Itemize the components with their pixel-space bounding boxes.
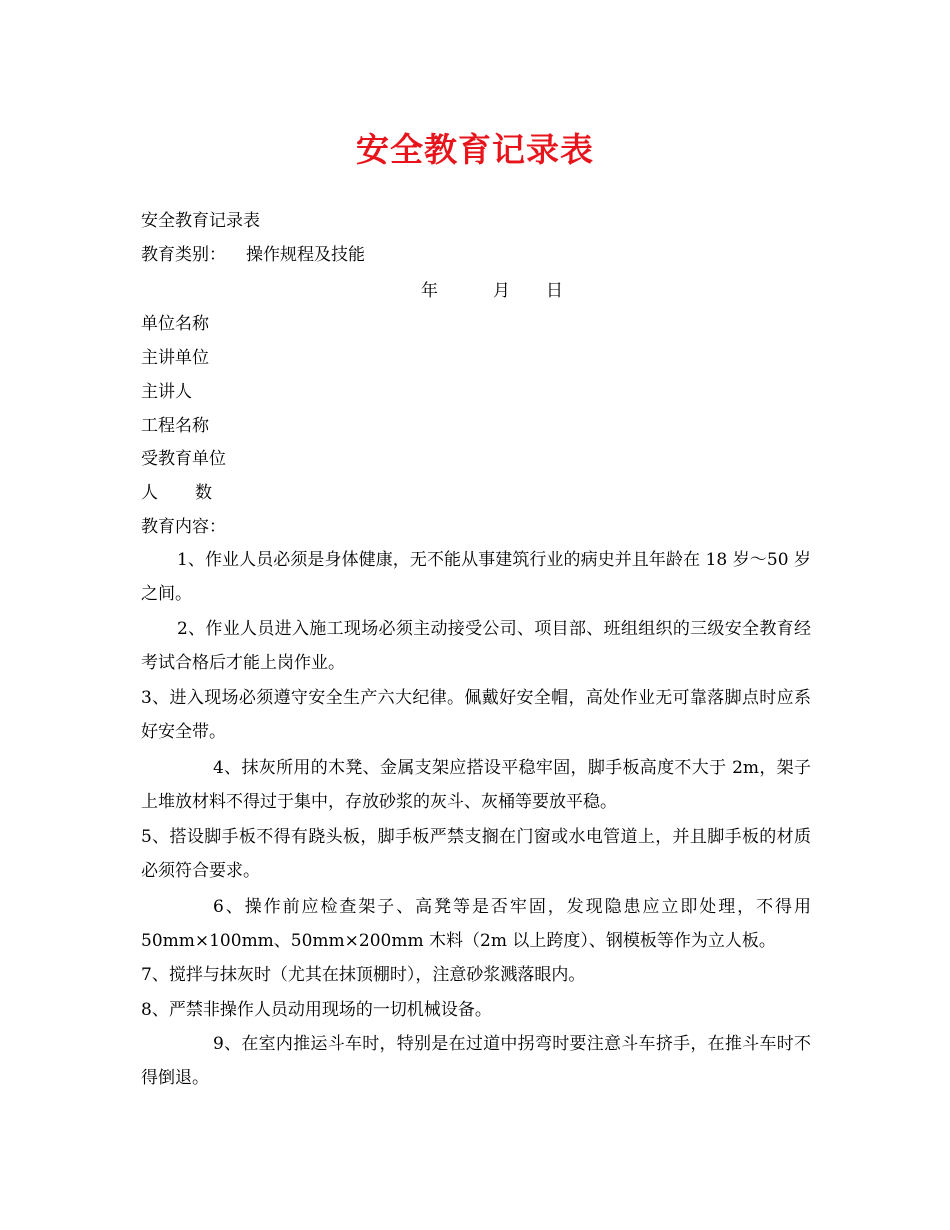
date-day: 日: [546, 281, 563, 301]
field-unit-name: 单位名称: [141, 314, 209, 334]
field-project-name: 工程名称: [141, 416, 209, 436]
content-item-1: 1、作业人员必须是身体健康，无不能从事建筑行业的病史并且年龄在 18 岁～50 岁之间。: [141, 550, 811, 604]
field-trainee-unit: 受教育单位: [141, 449, 226, 469]
field-lecture-unit: 主讲单位: [141, 348, 209, 368]
content-item-9: 9、在室内推运斗车时，特别是在过道中拐弯时要注意斗车挤手，在推斗车时不得倒退。: [141, 1034, 811, 1088]
headcount-label-a: 人: [141, 483, 158, 503]
content-item-3: 3、进入现场必须遵守安全生产六大纪律。佩戴好安全帽，高处作业无可靠落脚点时应系好安全带。: [141, 688, 811, 742]
content-item-5: 5、搭设脚手板不得有跷头板，脚手板严禁支搁在门窗或水电管道上，并且脚手板的材质必须符合要求。: [141, 827, 811, 881]
headcount-label-b: 数: [195, 483, 212, 503]
form-heading: 安全教育记录表: [141, 211, 260, 231]
content-item-8: 8、严禁非操作人员动用现场的一切机械设备。: [141, 1000, 492, 1020]
date-line: [421, 280, 563, 302]
content-item-2: 2、作业人员进入施工现场必须主动接受公司、项目部、班组组织的三级安全教育经考试合格后才能上岗作业。: [141, 619, 811, 673]
content-item-7: 7、搅拌与抹灰时（尤其在抹顶棚时），注意砂浆溅落眼内。: [141, 965, 586, 985]
category-value: 操作规程及技能: [246, 245, 365, 265]
content-item-4: 4、抹灰所用的木凳、金属支架应搭设平稳牢固，脚手板高度不大于 2m，架子上堆放材料不得过于集中，存放砂浆的灰斗、灰桶等要放平稳。: [141, 758, 811, 812]
field-lecturer: 主讲人: [141, 382, 192, 402]
content-item-6: 6、操作前应检查架子、高凳等是否牢固，发现隐患应立即处理，不得用 50mm×100mm、50mm×200mm 木料（2m 以上跨度）、钢模板等作为立人板。: [141, 897, 811, 951]
field-headcount: [141, 482, 212, 504]
date-month: 月: [493, 281, 510, 301]
date-year: 年: [421, 281, 438, 301]
content-label: 教育内容：: [141, 517, 226, 537]
category-label: 教育类别：: [141, 245, 226, 265]
education-category: [141, 244, 365, 266]
document-title: 安全教育记录表: [356, 130, 594, 169]
